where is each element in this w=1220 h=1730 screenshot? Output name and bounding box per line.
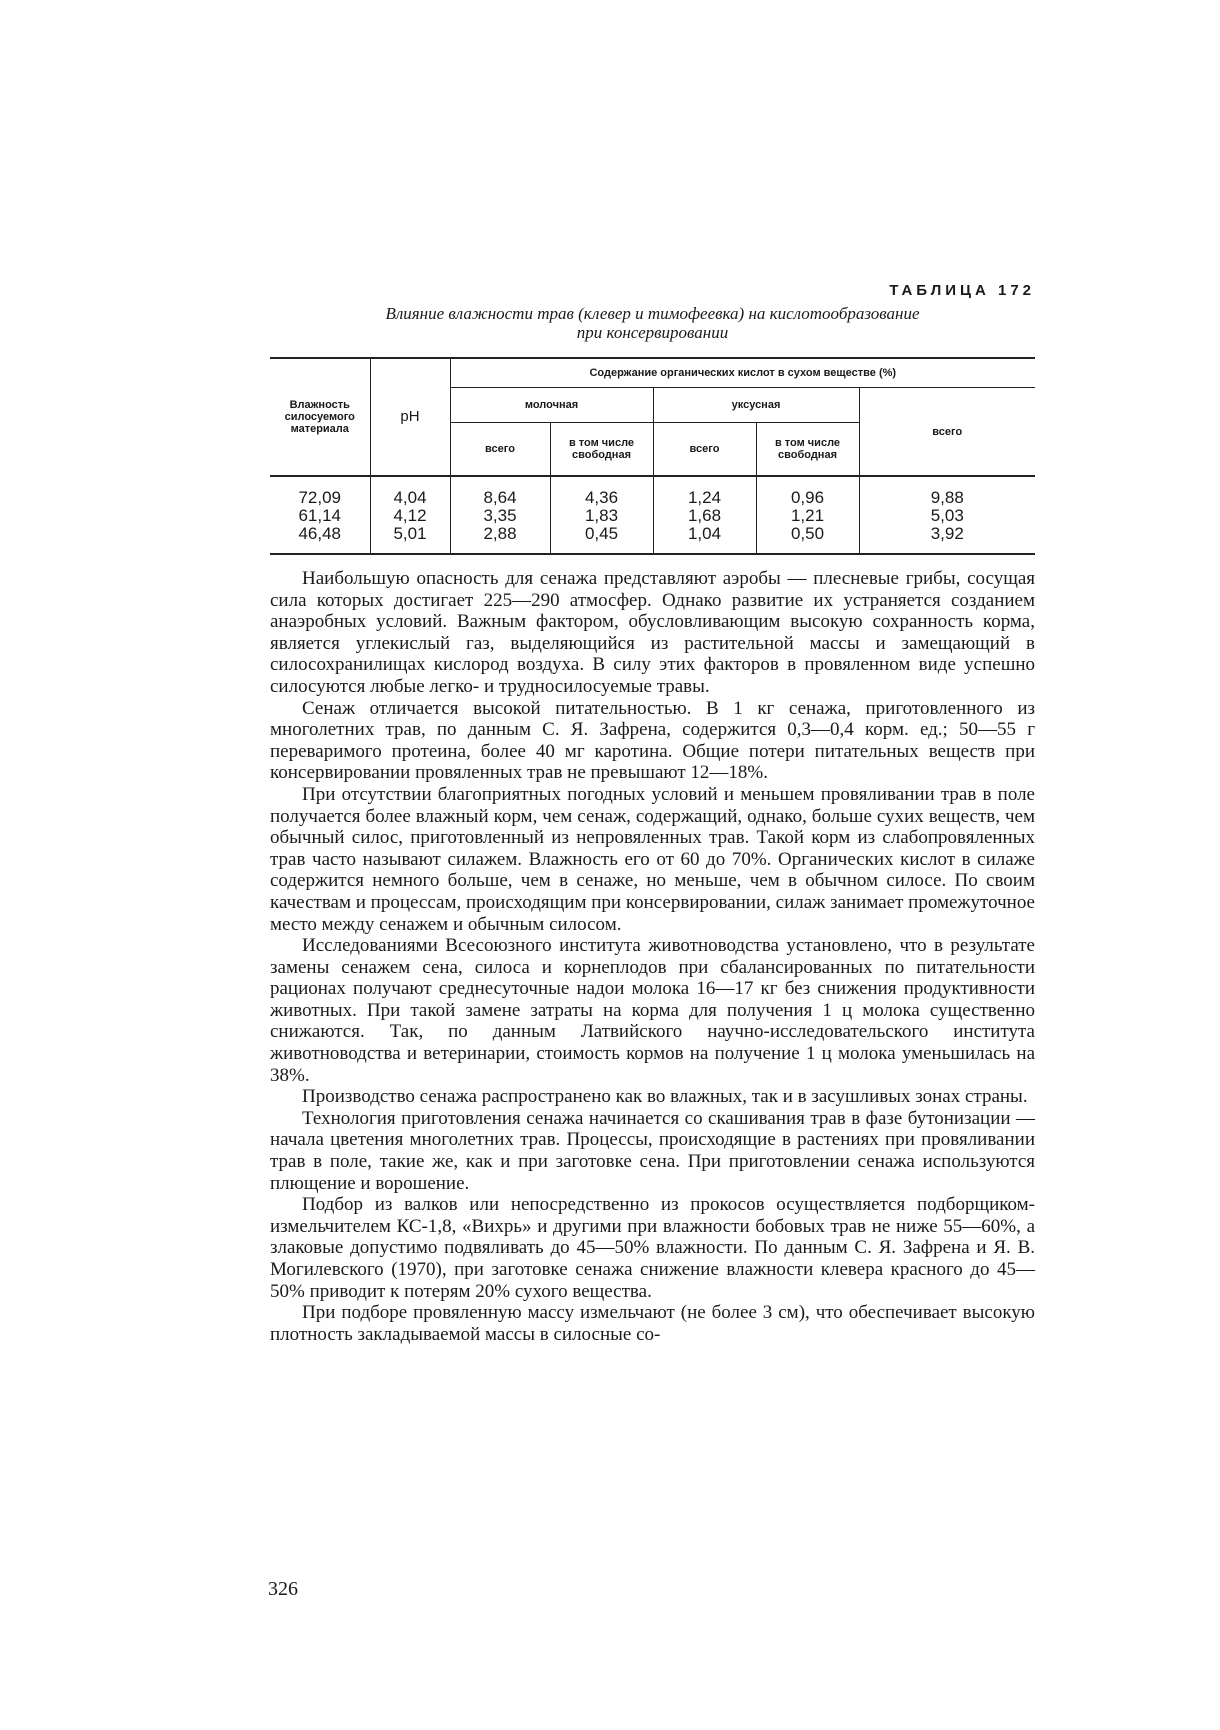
column-acetic-free [756, 476, 859, 554]
acid-formation-table [270, 357, 1035, 555]
table-data-block [270, 476, 1035, 554]
header-total-all: всего [859, 388, 1035, 477]
paragraph: При отсутствии благоприятных погодных условий и меньшем провяливании трав в поле получается более влажный корм, чем сенаж, содержащий, однако, больше сухих веществ, чем обычный силос, приготовленный из непровяленных трав. Такой корм из слабопровяленных трав часто называют силажем. Влажность его от 60 до 70%. Органических кислот в силаже содержится немного больше, чем в сенаже, но меньше, чем в обычном силосе. По своим качествам и процессам, происходящим при консервировании, силаж занимает промежуточное место между сенажем и обычным силосом. [270, 783, 1035, 935]
table-cell: 4,36 [584, 488, 619, 507]
body-text [270, 568, 1035, 1345]
paragraph: Производство сенажа распространено как во влажных, так и в засушливых зонах страны. [302, 1086, 1028, 1108]
table-caption [270, 304, 1035, 342]
column-ph [370, 476, 450, 554]
table-cell: 1,83 [584, 506, 619, 525]
header-acids-group: Содержание органических кислот в сухом веществе (%) [450, 358, 1035, 388]
table-cell: 4,04 [393, 488, 427, 507]
paragraph: Сенаж отличается высокой питательностью. В 1 кг сенажа, приготовленного из многолетних трав, по данным С. Я. Зафрена, содержится 0,3—0,4 корм. ед.; 50—55 г переваримого протеина, более 40 мг каротина. Общие потери питательных веществ при консервировании провяленных трав не превышают 12—18%. [270, 697, 1035, 784]
header-acetic-free: в том числе свободная [756, 423, 859, 477]
table-cell: 1,68 [687, 506, 722, 525]
table-cell: 4,12 [393, 506, 427, 525]
header-acetic-total: всего [653, 423, 756, 477]
column-moisture [270, 476, 370, 554]
header-lactic-total: всего [450, 423, 550, 477]
paragraph: Исследованиями Всесоюзного института животноводства установлено, что в результате замены сенажем сена, силоса и корнеплодов при сбалансированных по питательности рационах получают среднесуточные надои молока 16—17 кг без снижения продуктивности животных. При такой замене затраты на корма для получения 1 ц молока существенно снижаются. Так, по данным Латвийского научно-исследовательского института животноводства и ветеринарии, стоимость кормов на получение 1 ц молока уменьшилась на 38%. [270, 935, 1035, 1086]
page-number: 326 [268, 1578, 298, 1600]
header-lactic-free: в том числе свободная [550, 423, 653, 477]
table-caption-line: при консервировании [576, 323, 729, 342]
table-cell: 1,24 [687, 488, 722, 507]
table-cell: 1,21 [790, 506, 825, 525]
column-acetic-total [653, 476, 756, 554]
table-cell: 72,09 [298, 488, 342, 507]
table-cell: 46,48 [298, 524, 342, 543]
table-cell: 2,88 [483, 524, 517, 543]
table-caption-line: Влияние влажности трав (клевер и тимофеевка) на кислотообразование [385, 304, 920, 323]
header-lactic: молочная [450, 388, 653, 423]
table-cell: 3,92 [930, 524, 964, 543]
header-acetic: уксусная [653, 388, 859, 423]
table-cell: 3,35 [483, 506, 517, 525]
paragraph: При подборе провяленную массу измельчают (не более 3 см), что обеспечивает высокую плотность закладываемой массы в силосные со- [270, 1302, 1035, 1345]
table-cell: 0,50 [790, 524, 825, 543]
table-cell: 1,04 [687, 524, 722, 543]
table-cell: 9,88 [930, 488, 964, 507]
table-cell: 0,45 [584, 524, 619, 543]
table-cell: 5,03 [930, 506, 964, 525]
column-lactic-free [550, 476, 653, 554]
header-moisture: Влажность силосуемого материала [270, 358, 370, 476]
table-cell: 61,14 [298, 506, 342, 525]
paragraph: Технология приготовления сенажа начинается со скашивания трав в фазе бутонизации — начала цветения многолетних трав. Процессы, происходящие в растениях при провяливании трав в поле, такие же, как и при заготовке сена. При приготовлении сенажа используются плющение и ворошение. [270, 1107, 1035, 1194]
header-ph: pH [370, 358, 450, 476]
paragraph: Наибольшую опасность для сенажа представляют аэробы — плесневые грибы, сосущая сила которых достигает 225—290 атмосфер. Однако развитие их устраняется созданием анаэробных условий. Важным фактором, обусловливающим высокую сохранность корма, является углекислый газ, выделяющийся из растительной массы и замещающий в силосохранилищах кислород воздуха. В силу этих факторов в провяленном виде успешно силосуются любые легко- и трудносилосуемые травы. [270, 568, 1035, 697]
table-cell: 5,01 [393, 524, 427, 543]
paragraph: Подбор из валков или непосредственно из прокосов осуществляется подборщиком-измельчителем КС-1,8, «Вихрь» и другими при влажности бобовых трав не ниже 55—60%, а злаковые допустимо подвяливать до 45—50% влажности. По данным С. Я. Зафрена и Я. В. Могилевского (1970), при заготовке сенажа снижение влажности клевера красного до 45—50% приводит к потерям 20% сухого вещества. [270, 1194, 1035, 1302]
table-cell: 8,64 [483, 488, 517, 507]
table-number-label: ТАБЛИЦА 172 [889, 282, 1035, 299]
table-cell: 0,96 [790, 488, 825, 507]
column-total [859, 476, 1035, 554]
column-lactic-total [450, 476, 550, 554]
